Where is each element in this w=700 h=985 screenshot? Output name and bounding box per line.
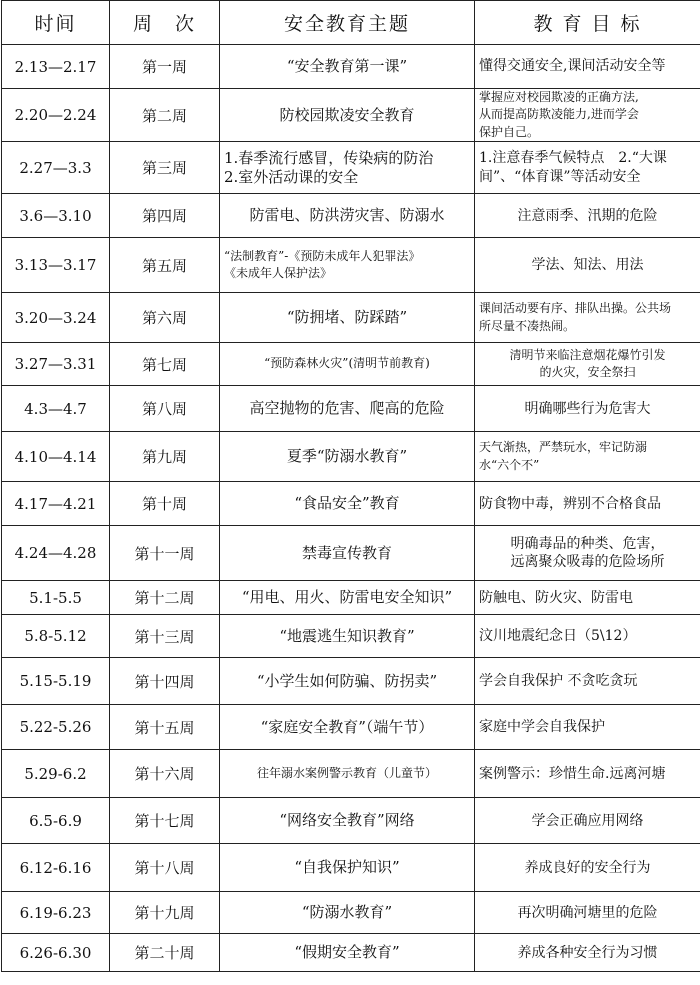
row-topic	[220, 581, 475, 615]
row-week: 第五周	[110, 238, 220, 293]
row-time: 2.20—2.24	[2, 89, 110, 142]
row-topic-line: 2.室外活动课的安全	[224, 167, 359, 186]
row-time: 3.13—3.17	[2, 238, 110, 293]
table-row	[2, 238, 700, 293]
row-goal-line: 清明节来临注意烟花爆竹引发	[509, 347, 666, 362]
row-time: 2.27—3.3	[2, 142, 110, 194]
table-row	[2, 386, 700, 432]
row-topic	[220, 482, 475, 526]
row-topic	[220, 750, 475, 798]
row-goal-line: 防触电、防火灾、防雷电	[479, 589, 633, 606]
row-topic-line: 夏季“防溺水教育”	[286, 447, 408, 466]
row-goal-line: 再次明确河塘里的危险	[517, 904, 658, 921]
row-goal	[475, 482, 700, 526]
row-week: 第十三周	[110, 615, 220, 658]
row-time: 5.22-5.26	[2, 705, 110, 750]
row-goal	[475, 343, 700, 386]
row-topic-line: 《未成年人保护法》	[224, 266, 333, 281]
row-time: 4.3—4.7	[2, 386, 110, 432]
row-time: 5.1-5.5	[2, 581, 110, 615]
row-topic-line: “小学生如何防骗、防拐卖”	[256, 671, 438, 690]
row-topic	[220, 526, 475, 581]
row-topic-line: 禁毒宣传教育	[301, 543, 392, 562]
row-time: 5.15-5.19	[2, 658, 110, 705]
row-time: 4.17—4.21	[2, 482, 110, 526]
table-row	[2, 432, 700, 482]
row-goal	[475, 615, 700, 658]
table-row	[2, 581, 700, 615]
row-topic	[220, 386, 475, 432]
row-goal-line: 从而提高防欺凌能力,进而学会	[479, 107, 639, 122]
row-week: 第十四周	[110, 658, 220, 705]
table-row	[2, 934, 700, 972]
table-row	[2, 526, 700, 581]
row-goal	[475, 142, 700, 194]
row-goal-line: 懂得交通安全,课间活动安全等	[479, 58, 666, 75]
header-topic: 安全教育主题	[220, 1, 475, 45]
row-topic-line: “自我保护知识”	[294, 858, 400, 877]
row-topic	[220, 343, 475, 386]
row-week: 第十周	[110, 482, 220, 526]
row-week: 第一周	[110, 45, 220, 89]
row-week: 第十九周	[110, 892, 220, 934]
table-row	[2, 89, 700, 142]
row-goal	[475, 238, 700, 293]
table-row	[2, 615, 700, 658]
row-goal	[475, 526, 700, 581]
header-week: 周 次	[110, 1, 220, 45]
row-goal	[475, 45, 700, 89]
row-goal-line: 案例警示：珍惜生命.远离河塘	[479, 765, 666, 782]
row-topic-line: 高空抛物的危害、爬高的危险	[249, 399, 445, 418]
row-goal-line: 间”、“体育课”等活动安全	[479, 168, 641, 185]
row-goal-line: 学法、知法、用法	[531, 257, 644, 274]
table-row	[2, 798, 700, 844]
row-goal-line: 课间活动要有序、排队出操。公共场	[479, 301, 672, 316]
row-goal	[475, 432, 700, 482]
row-time: 3.6—3.10	[2, 194, 110, 238]
row-goal-line: 防食物中毒，辨别不合格食品	[479, 495, 661, 512]
row-topic	[220, 892, 475, 934]
safety-education-schedule-table	[1, 0, 700, 972]
row-time: 6.19-6.23	[2, 892, 110, 934]
row-goal-line: 的火灾，安全祭扫	[539, 365, 636, 380]
row-time: 5.29-6.2	[2, 750, 110, 798]
row-goal-line: 学会自我保护 不贪吃贪玩	[479, 673, 638, 690]
row-week: 第十五周	[110, 705, 220, 750]
row-topic-line: “安全教育第一课”	[286, 57, 408, 76]
row-goal	[475, 293, 700, 343]
row-topic	[220, 798, 475, 844]
row-topic	[220, 45, 475, 89]
row-topic-line: “网络安全教育”网络	[279, 811, 415, 830]
table-row	[2, 482, 700, 526]
row-week: 第八周	[110, 386, 220, 432]
row-goal	[475, 705, 700, 750]
row-topic	[220, 705, 475, 750]
table-row	[2, 293, 700, 343]
row-goal-line: 养成各种安全行为习惯	[517, 944, 658, 961]
table-row	[2, 750, 700, 798]
row-goal-line: 水“六个不”	[479, 457, 540, 472]
row-week: 第二十周	[110, 934, 220, 972]
row-goal-line: 明确毒品的种类、危害，	[510, 535, 665, 552]
row-topic-line: “防拥堵、防踩踏”	[286, 308, 408, 327]
table-row	[2, 892, 700, 934]
row-time: 4.24—4.28	[2, 526, 110, 581]
header-time: 时间	[2, 1, 110, 45]
row-goal-line: 学会正确应用网络	[531, 812, 644, 829]
row-goal-line: 远离聚众吸毒的危险场所	[510, 554, 665, 571]
row-topic-line: “防溺水教育”	[301, 903, 393, 922]
row-week: 第三周	[110, 142, 220, 194]
row-goal	[475, 194, 700, 238]
row-week: 第十六周	[110, 750, 220, 798]
row-goal-line: 1.注意春季气候特点 2.“大课	[479, 150, 667, 167]
row-time: 6.26-6.30	[2, 934, 110, 972]
row-time: 6.12-6.16	[2, 844, 110, 892]
row-time: 5.8-5.12	[2, 615, 110, 658]
row-topic	[220, 432, 475, 482]
row-goal-line: 所尽量不凑热闹。	[479, 318, 576, 333]
row-week: 第十七周	[110, 798, 220, 844]
row-topic-line: “地震逃生知识教育”	[279, 626, 415, 645]
row-time: 3.27—3.31	[2, 343, 110, 386]
table-row	[2, 194, 700, 238]
row-goal-line: 掌握应对校园欺凌的正确方法,	[479, 90, 639, 104]
row-week: 第十八周	[110, 844, 220, 892]
row-goal	[475, 89, 700, 142]
row-goal	[475, 750, 700, 798]
row-topic	[220, 293, 475, 343]
row-goal-line: 汶川地震纪念日（5\12）	[479, 628, 637, 645]
row-time: 2.13—2.17	[2, 45, 110, 89]
row-topic-line: 防校园欺凌安全教育	[279, 105, 415, 124]
row-topic	[220, 238, 475, 293]
row-topic	[220, 89, 475, 142]
row-goal	[475, 581, 700, 615]
row-topic-line: “预防森林火灾”(清明节前教育)	[264, 356, 430, 371]
row-goal	[475, 798, 700, 844]
row-topic	[220, 934, 475, 972]
row-topic	[220, 615, 475, 658]
header-goal: 教 育 目 标	[475, 1, 700, 45]
row-topic-line: 往年溺水案例警示教育（儿童节）	[256, 765, 437, 780]
row-topic-line: “假期安全教育”	[294, 943, 400, 962]
row-goal	[475, 386, 700, 432]
row-time: 6.5-6.9	[2, 798, 110, 844]
table-row	[2, 343, 700, 386]
row-goal	[475, 844, 700, 892]
row-week: 第七周	[110, 343, 220, 386]
row-week: 第十二周	[110, 581, 220, 615]
row-goal-line: 明确哪些行为危害大	[524, 400, 651, 417]
table-row	[2, 142, 700, 194]
row-topic	[220, 658, 475, 705]
schedule-body	[2, 45, 700, 972]
row-time: 3.20—3.24	[2, 293, 110, 343]
row-week: 第六周	[110, 293, 220, 343]
table-row	[2, 658, 700, 705]
row-goal	[475, 934, 700, 972]
row-topic-line: “用电、用火、防雷电安全知识”	[241, 588, 453, 607]
row-week: 第四周	[110, 194, 220, 238]
table-row	[2, 45, 700, 89]
table-row	[2, 705, 700, 750]
row-week: 第十一周	[110, 526, 220, 581]
row-goal	[475, 892, 700, 934]
row-goal	[475, 658, 700, 705]
row-goal-line: 保护自己。	[479, 124, 540, 139]
row-goal-line: 天气渐热，严禁玩水，牢记防溺	[479, 440, 648, 455]
table-row	[2, 844, 700, 892]
row-topic	[220, 142, 475, 194]
row-topic	[220, 194, 475, 238]
row-week: 第二周	[110, 89, 220, 142]
row-goal-line: 养成良好的安全行为	[524, 859, 651, 876]
row-week: 第九周	[110, 432, 220, 482]
header-row	[2, 1, 700, 45]
row-topic-line: “家庭安全教育”（端午节）	[260, 717, 434, 736]
row-topic-line: “食品安全”教育	[294, 494, 400, 513]
row-topic	[220, 844, 475, 892]
row-topic-line: 1.春季流行感冒，传染病的防治	[224, 148, 434, 167]
row-time: 4.10—4.14	[2, 432, 110, 482]
row-topic-line: 防雷电、防洪涝灾害、防溺水	[249, 206, 445, 225]
row-topic-line: “法制教育”-《预防未成年人犯罪法》	[224, 248, 421, 263]
row-goal-line: 注意雨季、汛期的危险	[517, 207, 658, 224]
row-goal-line: 家庭中学会自我保护	[479, 719, 605, 736]
